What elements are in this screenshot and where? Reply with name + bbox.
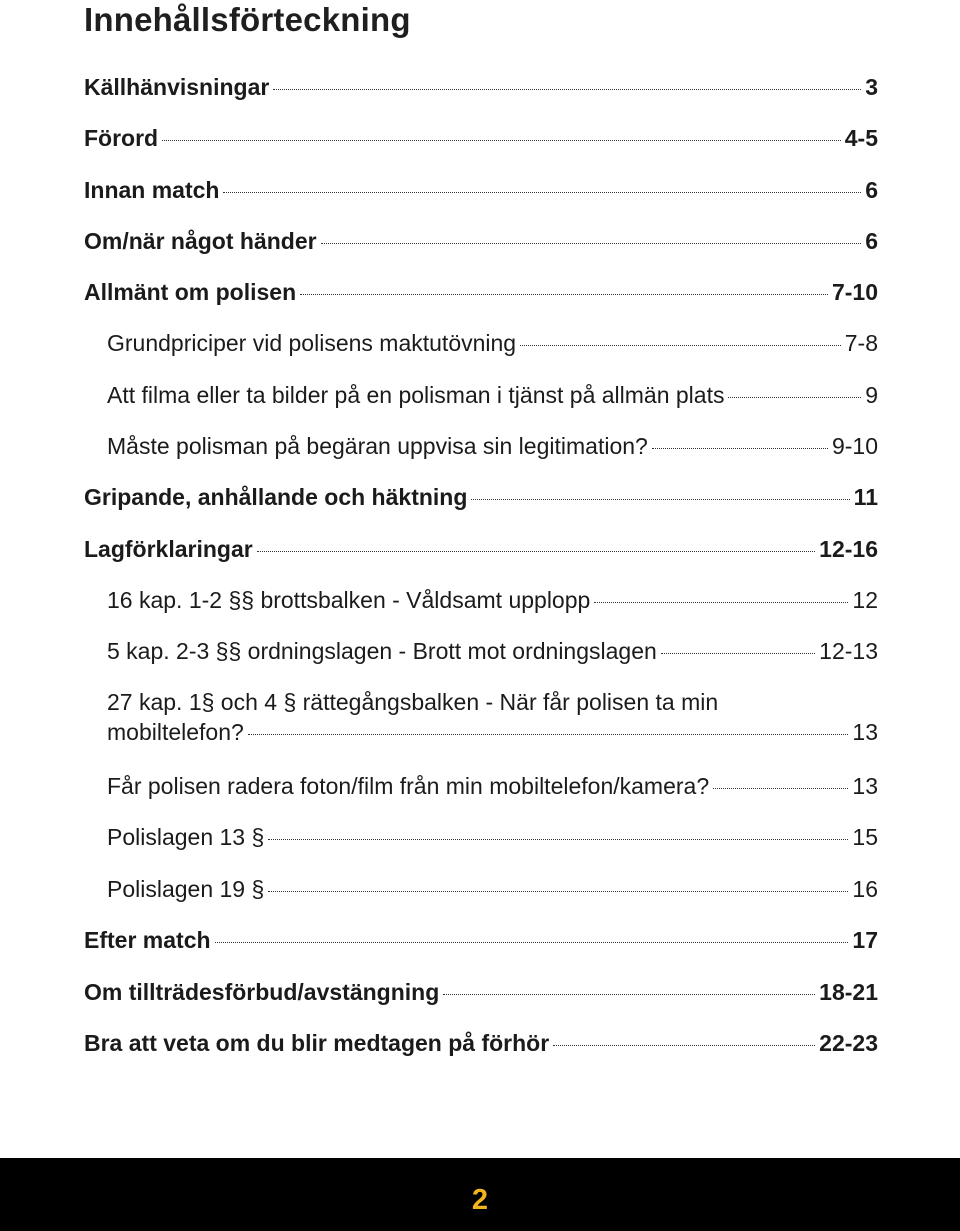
toc-entry-label: Får polisen radera foton/film från min mobiltelefon/kamera? — [107, 773, 710, 799]
toc-entry-label: Bra att veta om du blir medtagen på förhör — [84, 1030, 550, 1056]
toc-entry-page: 17 — [852, 927, 878, 953]
toc-entry-label: Källhänvisningar — [84, 74, 270, 100]
toc-entry-label: 16 kap. 1-2 §§ brottsbalken - Våldsamt upplopp — [107, 587, 591, 613]
toc-entry-page: 12 — [852, 587, 878, 613]
toc-entry-page: 18-21 — [819, 979, 878, 1005]
toc-entry-gripande[interactable] — [84, 482, 878, 512]
toc-entry-page: 13 — [852, 773, 878, 799]
dot-leader — [713, 788, 848, 789]
toc-entry-label: Efter match — [84, 927, 211, 953]
toc-entry-label: Om/när något händer — [84, 228, 317, 254]
toc-entry-efter-match[interactable] — [84, 925, 878, 955]
toc-entry-valdsamt-upplopp[interactable] — [107, 585, 878, 615]
dot-leader — [661, 653, 815, 654]
toc-entry-legitimation[interactable] — [107, 431, 878, 461]
toc-entry-label: Förord — [84, 125, 159, 151]
toc-entry-label: Polislagen 13 § — [107, 824, 265, 850]
toc-entry-rattegangsbalken[interactable] — [107, 687, 878, 747]
toc-entry-label: Gripande, anhållande och häktning — [84, 484, 468, 510]
page-title: Innehållsförteckning — [84, 1, 411, 38]
page-number: 2 — [471, 1184, 489, 1216]
toc-entry-page: 22-23 — [819, 1030, 878, 1056]
toc-entry-page: 6 — [865, 228, 878, 254]
toc-entry-label: 27 kap. 1§ och 4 § rättegångsbalken - När får polisen ta min — [107, 689, 719, 715]
dot-leader — [553, 1045, 815, 1046]
dot-leader — [652, 448, 828, 449]
toc-entry-lagforklaringar[interactable] — [84, 534, 878, 564]
toc-entry-page: 12-13 — [819, 638, 878, 664]
toc-entry-label: Om tillträdesförbud/avstängning — [84, 979, 440, 1005]
toc-entry-att-filma[interactable] — [107, 380, 878, 410]
toc-entry-polislagen-19[interactable] — [107, 874, 878, 904]
dot-leader — [594, 602, 848, 603]
dot-leader — [321, 243, 862, 244]
dot-leader — [728, 397, 861, 398]
toc-entry-ordningslagen[interactable] — [107, 636, 878, 666]
toc-entry-label: Att filma eller ta bilder på en polisman i tjänst på allmän plats — [107, 382, 725, 408]
toc-entry-page: 7-10 — [831, 279, 878, 305]
dot-leader — [162, 140, 841, 141]
toc-entry-innan-match[interactable] — [84, 175, 878, 205]
toc-entry-medtagen-pa-forhor[interactable] — [84, 1028, 878, 1058]
toc-entry-label: Polislagen 19 § — [107, 876, 265, 902]
toc-entry-page: 6 — [865, 177, 878, 203]
dot-leader — [257, 551, 815, 552]
toc-entry-page: 16 — [852, 876, 878, 902]
toc-entry-label: Innan match — [84, 177, 220, 203]
dot-leader — [268, 839, 848, 840]
toc-entry-label: Grundpriciper vid polisens maktutövning — [107, 330, 517, 356]
dot-leader — [215, 942, 849, 943]
toc-entry-page: 15 — [852, 824, 878, 850]
toc-entry-allmant-om-polisen[interactable] — [84, 277, 878, 307]
dot-leader — [268, 891, 848, 892]
toc-entry-grundpriciper[interactable] — [107, 328, 878, 358]
dot-leader — [248, 734, 849, 735]
dot-leader — [471, 499, 849, 500]
toc-entry-label: Lagförklaringar — [84, 536, 253, 562]
toc-entry-label-continued: mobiltelefon? — [107, 719, 244, 745]
dot-leader — [443, 994, 815, 995]
toc-entry-label: Allmänt om polisen — [84, 279, 297, 305]
toc-entry-page: 4-5 — [844, 125, 878, 151]
dot-leader — [520, 345, 841, 346]
dot-leader — [223, 192, 861, 193]
toc-entry-page: 9 — [865, 382, 878, 408]
toc-entry-om-nar-nagot-hander[interactable] — [84, 226, 878, 256]
toc-entry-polislagen-13[interactable] — [107, 822, 878, 852]
toc-entry-page: 11 — [853, 484, 878, 510]
dot-leader — [300, 294, 828, 295]
toc-entry-last-line — [107, 717, 878, 747]
toc-entry-page: 13 — [852, 719, 878, 745]
toc-entry-page: 7-8 — [844, 330, 878, 356]
toc-entry-page: 9-10 — [831, 433, 878, 459]
toc-entry-forord[interactable] — [84, 123, 878, 153]
toc-entry-label: 5 kap. 2-3 §§ ordningslagen - Brott mot ordningslagen — [107, 638, 657, 664]
toc-entry-page: 3 — [865, 74, 878, 100]
toc-entry-page: 12-16 — [819, 536, 878, 562]
toc-entry-tilltradesforbud[interactable] — [84, 977, 878, 1007]
toc-entry-radera-foton[interactable] — [107, 771, 878, 801]
toc-entry-kallhanvisningar[interactable] — [84, 72, 878, 102]
dot-leader — [273, 89, 861, 90]
toc-entry-label: Måste polisman på begäran uppvisa sin legitimation? — [107, 433, 648, 459]
